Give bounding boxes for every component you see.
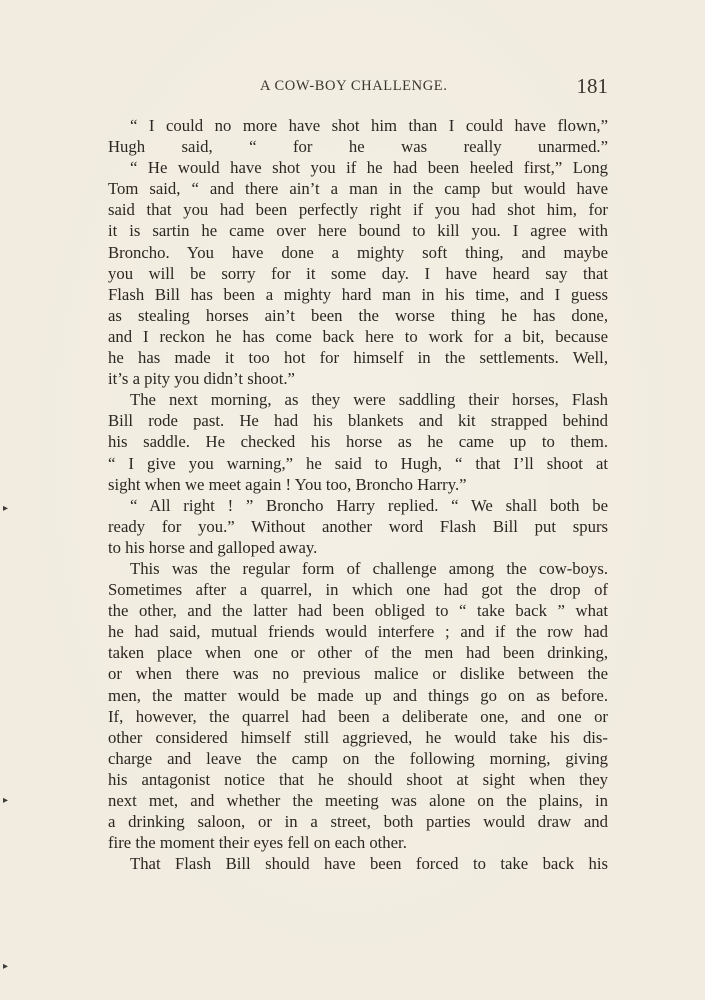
text-line: to his horse and galloped away. bbox=[108, 537, 318, 557]
text-line: Hugh said, “ for he was really unarmed.” bbox=[108, 137, 608, 157]
text-line: said that you had been perfectly right if you had shot him, for bbox=[108, 200, 608, 220]
margin-arrow-mark: ▸ bbox=[3, 503, 9, 514]
text-line: charge and leave the camp on the following morning, giving bbox=[108, 748, 608, 768]
text-line: taken place when one or other of the men had been drinking, bbox=[108, 643, 608, 663]
text-line: or when there was no previous malice or dislike between the bbox=[108, 664, 608, 684]
text-line: Sometimes after a quarrel, in which one had got the drop of bbox=[108, 580, 608, 600]
text-line: If, however, the quarrel had been a deliberate one, and one or bbox=[108, 706, 608, 726]
text-line: Bill rode past. He had his blankets and kit strapped behind bbox=[108, 411, 608, 431]
text-line: his antagonist notice that he should shoot at sight when they bbox=[108, 769, 608, 789]
text-line: “ He would have shot you if he had been heeled first,” Long bbox=[130, 158, 608, 178]
page-number: 181 bbox=[576, 74, 608, 98]
text-line: fire the moment their eyes fell on each other. bbox=[108, 833, 407, 853]
text-line: “ I could no more have shot him than I could have flown,” bbox=[130, 116, 608, 135]
text-line: he has made it too hot for himself in the settlements. Well, bbox=[108, 348, 608, 368]
text-line: That Flash Bill should have been forced to take back his bbox=[130, 854, 608, 874]
text-line: sight when we meet again ! You too, Broncho Harry.” bbox=[108, 474, 467, 494]
text-line: his saddle. He checked his horse as he came up to them. bbox=[108, 432, 608, 452]
text-line: he had said, mutual friends would interfere ; and if the row had bbox=[108, 622, 608, 642]
text-line: it’s a pity you didn’t shoot.” bbox=[108, 369, 295, 389]
margin-arrow-mark: ▸ bbox=[3, 795, 9, 806]
margin-arrow-mark: ▸ bbox=[3, 961, 9, 972]
text-line: it is sartin he came over here bound to kill you. I agree with bbox=[108, 221, 608, 241]
text-line: “ I give you warning,” he said to Hugh, “ that I’ll shoot at bbox=[108, 453, 608, 473]
text-line: the other, and the latter had been obliged to “ take back ” what bbox=[108, 601, 608, 621]
text-line: and I reckon he has come back here to work for a bit, because bbox=[108, 326, 608, 346]
text-line: “ All right ! ” Broncho Harry replied. “ We shall both be bbox=[130, 495, 608, 515]
text-line: a drinking saloon, or in a street, both parties would draw and bbox=[108, 812, 608, 832]
text-line: you will be sorry for it some day. I have heard say that bbox=[108, 263, 608, 283]
body-text bbox=[108, 115, 608, 874]
text-line: Broncho. You have done a mighty soft thing, and maybe bbox=[108, 242, 608, 262]
text-line: as stealing horses ain’t been the worse thing he has done, bbox=[108, 305, 608, 325]
text-line: Flash Bill has been a mighty hard man in his time, and I guess bbox=[108, 284, 608, 304]
text-line: ready for you.” Without another word Flash Bill put spurs bbox=[108, 516, 608, 536]
text-line: men, the matter would be made up and things go on as before. bbox=[108, 685, 608, 705]
text-line: The next morning, as they were saddling their horses, Flash bbox=[130, 390, 608, 410]
text-line: next met, and whether the meeting was alone on the plains, in bbox=[108, 791, 608, 810]
text-line: Tom said, “ and there ain’t a man in the camp but would have bbox=[108, 179, 608, 199]
text-line: other considered himself still aggrieved, he would take his dis- bbox=[108, 727, 608, 747]
running-head bbox=[108, 74, 608, 104]
text-line: This was the regular form of challenge among the cow-boys. bbox=[130, 558, 608, 578]
running-title: A COW-BOY CHALLENGE. bbox=[260, 78, 448, 94]
